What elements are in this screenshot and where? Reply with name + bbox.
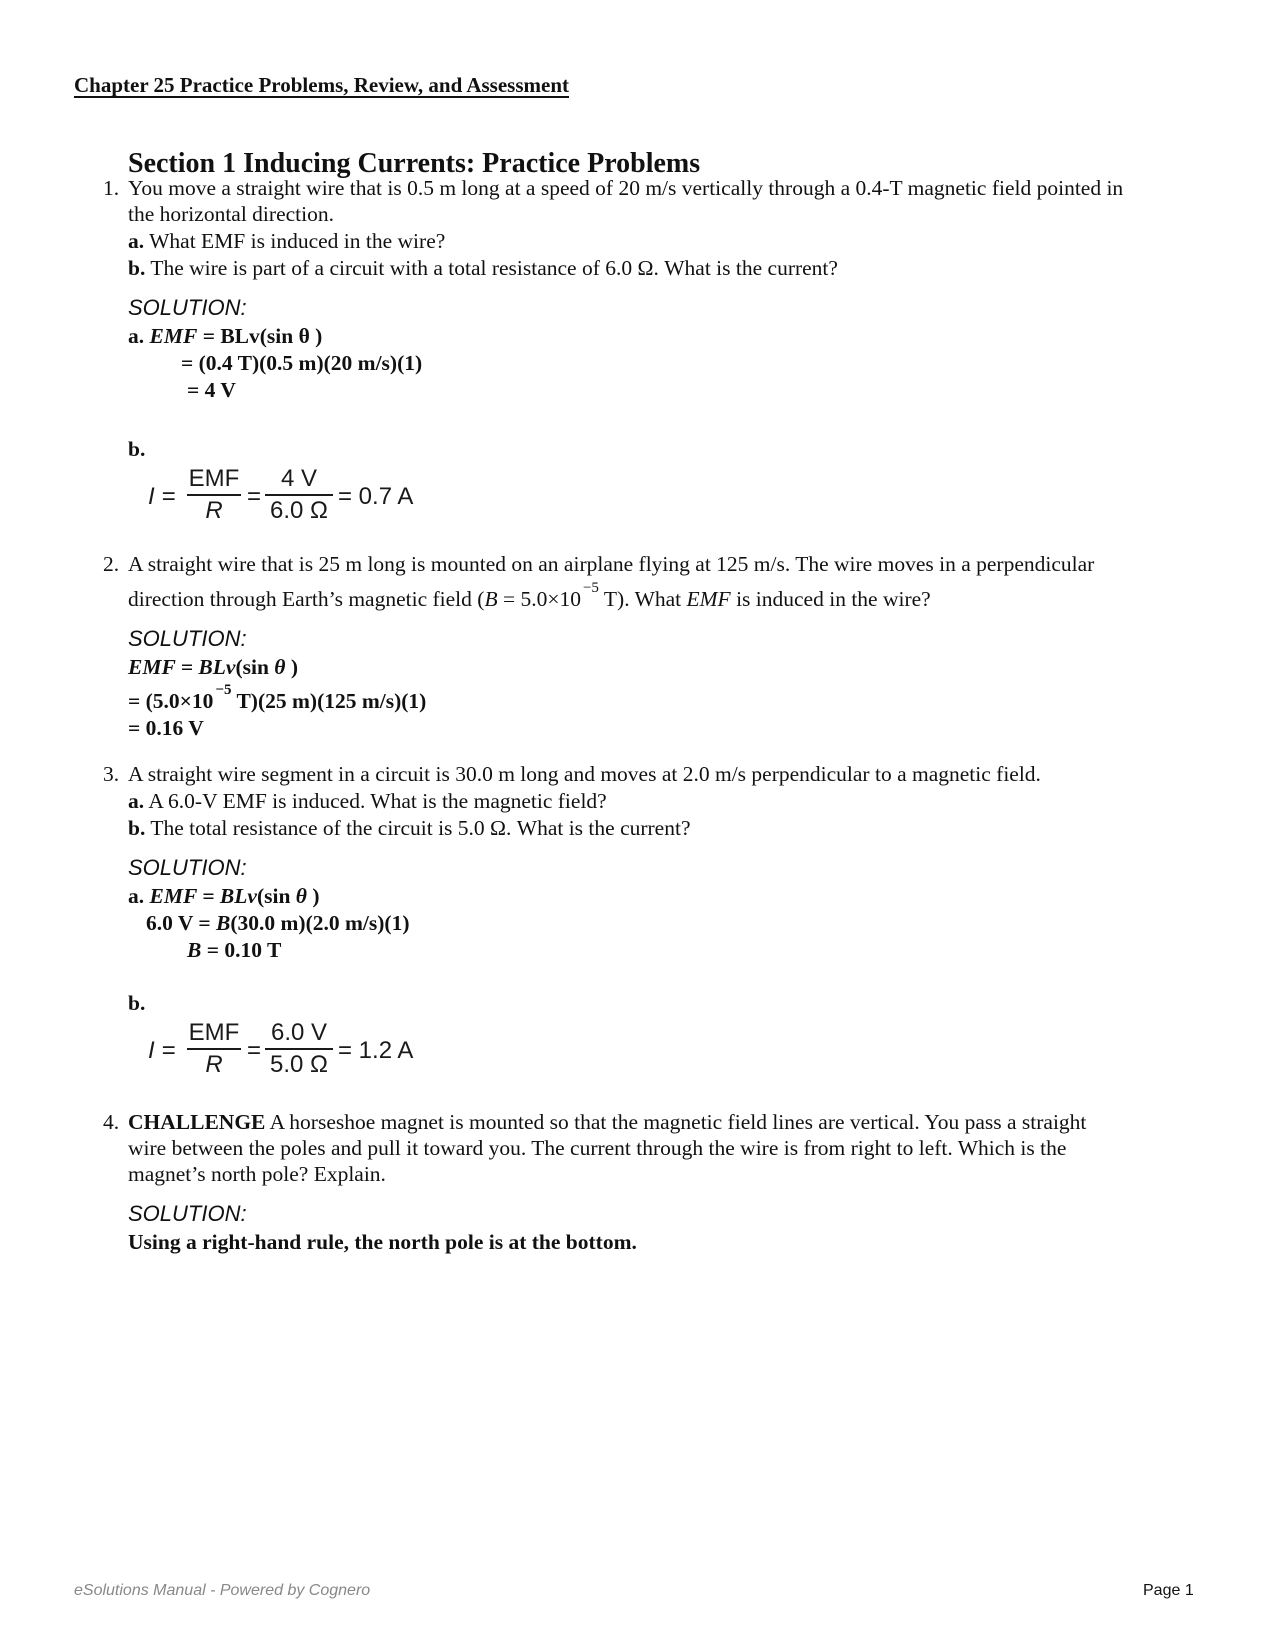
text-fragment: T). What [598, 587, 687, 611]
text-fragment: = (5.0×10 [128, 689, 214, 713]
emf-symbol: EMF [686, 587, 731, 611]
problem-number: 1. [103, 176, 120, 200]
text-fragment: is induced in the wire? [730, 587, 931, 611]
solution-part-label: a. [128, 884, 145, 908]
solution-label: SOLUTION: [128, 626, 247, 651]
solution-label: SOLUTION: [128, 295, 247, 320]
solution-line [128, 654, 298, 681]
problem-number: 3. [103, 762, 120, 786]
page-number: Page 1 [1143, 1582, 1194, 1599]
text-fragment: ) [285, 655, 298, 679]
footer-credit: eSolutions Manual - Powered by Cognero [74, 1582, 371, 1599]
section-title: Section 1 Inducing Currents: Practice Problems [128, 148, 701, 179]
text-fragment: (sin [235, 655, 275, 679]
text-fragment: 6.0 V = [146, 911, 217, 935]
fraction-bar [187, 494, 241, 496]
fraction-numerator: 4 V [280, 465, 318, 492]
fraction-denominator: R [205, 497, 223, 524]
equation-lhs: I = [148, 483, 176, 510]
solution-label: SOLUTION: [128, 855, 247, 880]
subpart-b [128, 815, 691, 842]
solution-part-label: b. [128, 437, 146, 461]
formula-text: = BLv(sin θ ) [197, 324, 323, 348]
equation-result: = 1.2 A [338, 1037, 414, 1064]
problem-text-line: You move a straight wire that is 0.5 m long at a speed of 20 m/s vertically through a 0.4-T magnetic field pointed in [128, 176, 1124, 200]
text-fragment: (sin [256, 884, 296, 908]
text-fragment: ) [306, 884, 320, 908]
solution-line [128, 883, 320, 910]
problem-number: 4. [103, 1110, 120, 1134]
formula-emf: EMF = BLv [149, 884, 257, 908]
equals-sign: = [247, 1037, 262, 1064]
solution-line: = 4 V [187, 378, 236, 402]
subpart-text: A 6.0-V EMF is induced. What is the magnetic field? [148, 789, 607, 813]
solution-line [146, 910, 409, 937]
problem-text-line [128, 580, 931, 616]
fraction-bar [187, 1048, 241, 1050]
solution-answer: Using a right-hand rule, the north pole is at the bottom. [128, 1230, 637, 1254]
theta-symbol: θ [295, 884, 307, 908]
text-fragment: A horseshoe magnet is mounted so that the magnetic field lines are vertical. You pass a straight [265, 1110, 1087, 1134]
subpart-label: a. [128, 229, 145, 253]
equation-lhs: I = [148, 1037, 176, 1064]
problem-text-line: the horizontal direction. [128, 202, 334, 226]
equals-sign: = [247, 483, 262, 510]
equation-result: = 0.7 A [338, 483, 414, 510]
exponent: −5 [215, 682, 232, 698]
problem-text-line [128, 1109, 1086, 1136]
variable-b: B [187, 938, 202, 962]
challenge-label: CHALLENGE [128, 1110, 266, 1134]
problem-text-line: A straight wire segment in a circuit is 30.0 m long and moves at 2.0 m/s perpendicular to a magnetic field. [128, 762, 1041, 786]
text-fragment: = 5.0×10 [497, 587, 581, 611]
text-fragment: (30.0 m)(2.0 m/s)(1) [230, 911, 410, 935]
subpart-label: a. [128, 789, 145, 813]
solution-line: = 0.16 V [128, 716, 204, 740]
solution-line: = (0.4 T)(0.5 m)(20 m/s)(1) [181, 351, 423, 375]
theta-symbol: θ [274, 655, 286, 679]
fraction-bar [265, 494, 333, 496]
solution-line [187, 937, 281, 964]
subpart-label: b. [128, 256, 146, 280]
fraction-denominator: 5.0 Ω [270, 1051, 328, 1078]
subpart-text: The wire is part of a circuit with a total resistance of 6.0 Ω. What is the current? [150, 256, 838, 280]
formula-emf: EMF = BLv [128, 655, 236, 679]
fraction-numerator: EMF [188, 465, 240, 492]
text-fragment: = 0.10 T [201, 938, 282, 962]
solution-line [128, 323, 322, 350]
problem-text-line: magnet’s north pole? Explain. [128, 1162, 386, 1186]
subpart-label: b. [128, 816, 146, 840]
variable-b: B [484, 587, 498, 611]
solution-part-label: a. [128, 324, 145, 348]
subpart-text: The total resistance of the circuit is 5.0 Ω. What is the current? [150, 816, 691, 840]
subpart-a [128, 228, 445, 255]
exponent: −5 [582, 580, 599, 596]
problem-text-line: wire between the poles and pull it toward you. The current through the wire is from right to left. Which is the [128, 1136, 1067, 1160]
solution-label: SOLUTION: [128, 1201, 247, 1226]
fraction-denominator: 6.0 Ω [270, 497, 328, 524]
problem-number: 2. [103, 552, 120, 576]
fraction-bar [265, 1048, 333, 1050]
emf-symbol: EMF [149, 324, 198, 348]
chapter-title: Chapter 25 Practice Problems, Review, and Assessment [74, 73, 569, 97]
subpart-b [128, 255, 838, 282]
solution-part-label: b. [128, 991, 146, 1015]
variable-b: B [216, 911, 231, 935]
fraction-numerator: 6.0 V [270, 1019, 328, 1046]
text-fragment: T)(25 m)(125 m/s)(1) [231, 689, 427, 713]
subpart-text: What EMF is induced in the wire? [149, 229, 446, 253]
subpart-a [128, 788, 607, 815]
fraction-denominator: R [205, 1051, 223, 1078]
fraction-numerator: EMF [188, 1019, 240, 1046]
text-fragment: direction through Earth’s magnetic field ( [128, 587, 485, 611]
solution-line [128, 682, 427, 718]
problem-text-line: A straight wire that is 25 m long is mounted on an airplane flying at 125 m/s. The wire moves in a perpendicular [128, 552, 1095, 576]
